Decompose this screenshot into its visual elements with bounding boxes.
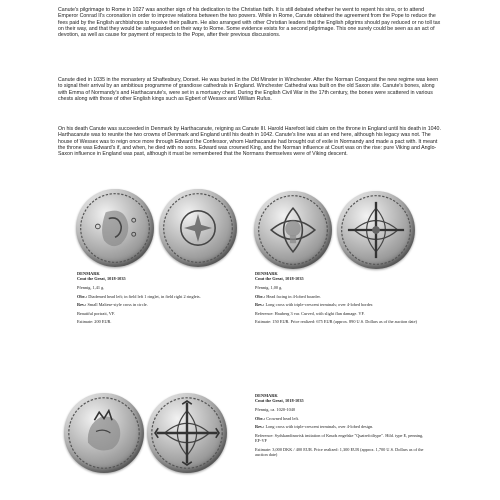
entry-estimate: Estimate: 3,000 DKK / 400 EUR. Price realized: 1,300 EUR (approx. 1,700 U.S. Dollars as of the auction date) xyxy=(255,446,424,458)
obverse-text: Head facing in 4-lobed boarder. xyxy=(266,293,321,299)
entry-grade: Beautiful portrait, VF. xyxy=(77,310,116,316)
entry-reference: Reference: Hauberg 3 var. Curved, with slight flan damage. VF. xyxy=(255,310,365,316)
catalog-entry-3 xyxy=(255,393,425,461)
reverse-label: Rev.: xyxy=(77,302,87,308)
obverse-text: Crowned head left. xyxy=(266,415,300,421)
reverse-label: Rev.: xyxy=(255,424,265,430)
coin-1-obverse-image xyxy=(76,189,154,267)
entry-denomination: Pfennig, ca. 1020-1040 xyxy=(255,407,296,412)
obverse-label: Obv.: xyxy=(255,415,266,421)
reverse-label: Rev.: xyxy=(255,302,265,308)
paragraph-death: Canute died in 1035 in the monastery at Shaftesbury, Dorset. He was buried in the Old Minster in Winchester. After the Norman Conquest the new regime was keen to signal their arrival by an ambitious programme of grandiose cathedrals in England. Winchester Cathedral was built on the old Saxon site. Canute's bones, along with Emma of Normandy's and Harthacanute's, were set in a mortuary chest. During the English Civil War in the 17th century, the bones were scattered in various chests along with those of other English kings such as Egbert of Wessex and William Rufus. xyxy=(58,77,439,102)
coin-3-reverse-image xyxy=(147,393,227,473)
coin-2-obverse-image xyxy=(254,191,332,269)
obverse-label: Obv.: xyxy=(77,293,88,299)
entry-ruler: Cnut the Great, 1018-1035 xyxy=(77,276,126,282)
entry-reverse xyxy=(77,302,227,307)
entry-denomination: Pfennig, 1,00 g. xyxy=(255,285,283,290)
entry-obverse xyxy=(255,416,425,421)
entry-estimate: Estimate: 200 EUR. xyxy=(77,319,112,325)
obverse-label: Obv.: xyxy=(255,293,266,299)
reverse-text: Small Maltese-style cross in circle. xyxy=(87,302,148,308)
entry-reference: Reference: Sydskandinavisk imitation of Knuds engelske "Quatrefoiltype". Hild. type E, penning, EF-VF xyxy=(255,432,424,444)
coin-2-reverse-image xyxy=(337,191,415,269)
entry-country: DENMARK xyxy=(255,393,278,398)
entry-reverse xyxy=(255,424,425,429)
entry-obverse xyxy=(77,294,227,299)
entry-estimate: Estimate: 150 EUR. Price realized: 675 EUR (approx. 890 U.S. Dollars as of the auction date) xyxy=(255,319,417,325)
reverse-text: Long cross with triple-crescent terminals, over 4-lobed design. xyxy=(265,424,374,430)
catalog-entry-2 xyxy=(255,271,420,328)
entry-country: DENMARK xyxy=(77,271,100,276)
paragraph-succession: On his death Canute was succeeded in Denmark by Harthacanute, reigning as Canute III. Harold Harefoot laid claim on the throne in England until his death in 1040. Harthacanute was to reunite the two crowns of Denmark and England until his death in 1042. Canute's line was at an end here, although his legacy was not. The house of Wessex was to reign once more through Edward the Confessor, whom Harthacanute had brought out of exile in Normandy and made a pact with. It meant the throne was Edward's if, and when, he died with no sons. Edward was crowned King, and the Norman influence at Court was on the rise: pure Viking and Anglo-Saxon influence in England was past, although it must be remembered that the Normans themselves were of Viking descent. xyxy=(58,126,441,157)
coin-1-reverse-image xyxy=(159,189,237,267)
entry-ruler: Cnut the Great, 1018-1035 xyxy=(255,276,304,282)
entry-ruler: Cnut the Great, 1018-1035 xyxy=(255,398,304,404)
coin-3-obverse-image xyxy=(64,393,144,473)
entry-denomination: Pfennig, 1,41 g. xyxy=(77,285,105,290)
reverse-text: Long cross with triple-crescent terminals; over 4-lobed border. xyxy=(265,302,374,308)
obverse-text: Diademed head left; in field left 1 ringlet, in field right 2 ringlets. xyxy=(88,293,201,299)
entry-reverse xyxy=(255,302,420,307)
catalog-entry-1 xyxy=(77,271,227,328)
paragraph-pilgrimage: Canute's pilgrimage to Rome in 1027 was another sign of his dedication to the Christian faith. It is still debated whether he went to repent his sins, or to attend Emperor Conrad II's coronation in order to improve relations between the two powers. While in Rome, Canute obtained the agreement from the Pope to reduce the fees paid by the English archbishops to receive their pallium. He also arranged with other Christian leaders that the English pilgrims should pay reduced or no toll tax on their way, and that they would be safeguarded on their way to Rome. Some evidence exists for a second pilgrimage. This one surely could be seen as an act of devotion, as well as cause for payment of respects to the Pope, after their previous discussions. xyxy=(58,7,441,38)
entry-country: DENMARK xyxy=(255,271,278,276)
entry-obverse xyxy=(255,294,420,299)
